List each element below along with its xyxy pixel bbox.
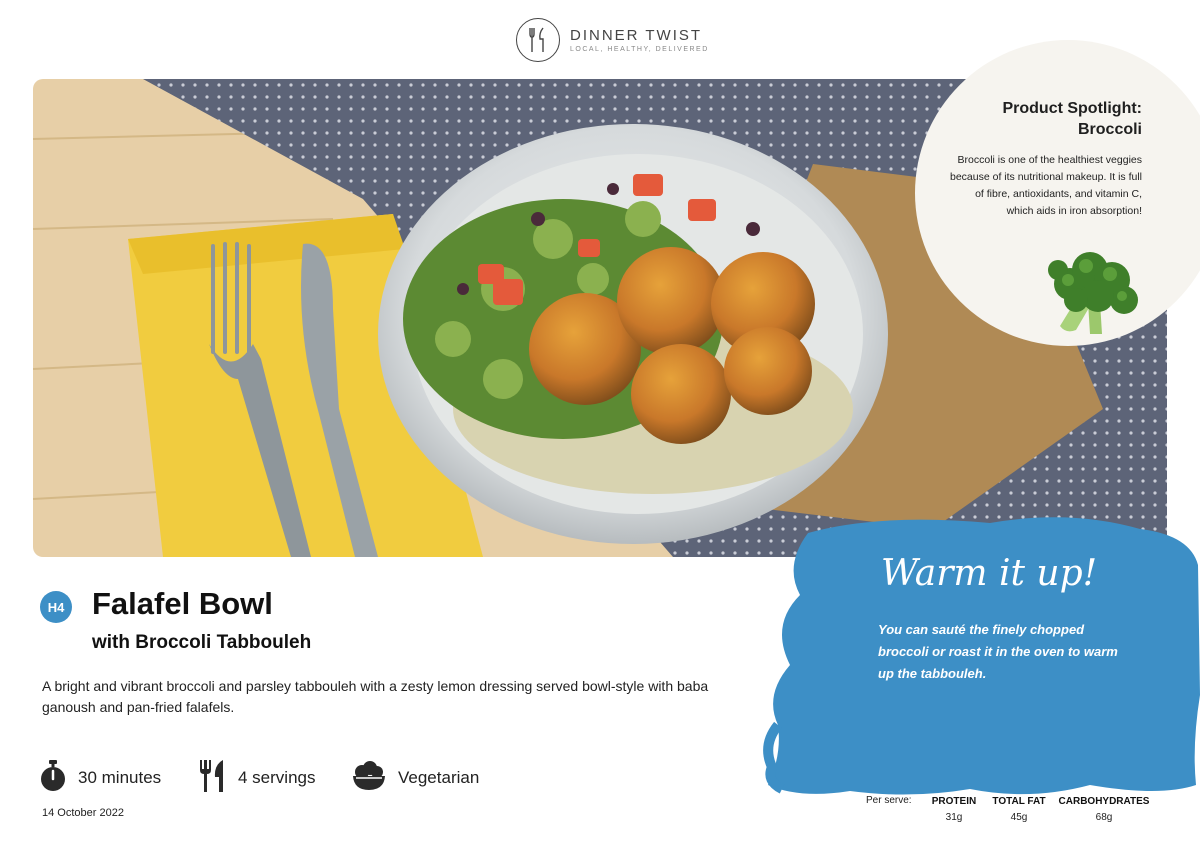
protein-value: 31g bbox=[945, 812, 963, 823]
diet-info bbox=[352, 760, 479, 796]
broccoli-icon bbox=[1040, 244, 1140, 343]
recipe-code-badge: H4 bbox=[40, 591, 72, 623]
spotlight-title-line2: Broccoli bbox=[1077, 121, 1142, 138]
fork-knife-icon bbox=[198, 759, 226, 798]
recipe-subtitle: with Broccoli Tabbouleh bbox=[92, 632, 312, 653]
brand-logo bbox=[516, 16, 709, 64]
time-info bbox=[40, 760, 161, 796]
recipe-date: 14 October 2022 bbox=[42, 807, 124, 819]
fat-value: 45g bbox=[1010, 812, 1028, 823]
brand-tagline: LOCAL, HEALTHY, DELIVERED bbox=[570, 46, 709, 53]
time-text: 30 minutes bbox=[78, 768, 162, 787]
nutrition-label: Per serve: bbox=[866, 795, 912, 806]
recipe-description: A bright and vibrant broccoli and parsley tabbouleh with a zesty lemon dressing served bowl-style with baba ganoush and pan-fried falafels. bbox=[42, 678, 709, 715]
salad-bowl-icon bbox=[352, 760, 386, 797]
brand-name: DINNER TWIST bbox=[570, 27, 703, 44]
tip-title: Warm it up! bbox=[880, 553, 1098, 594]
carbs-value: 68g bbox=[1095, 812, 1113, 823]
fork-knife-icon bbox=[516, 18, 560, 62]
fat-header: TOTAL FAT bbox=[992, 796, 1046, 807]
spotlight-title-line1: Product Spotlight: bbox=[1002, 100, 1142, 117]
tip-body: You can sauté the finely chopped broccoli or roast it in the oven to warm up the tabbouleh. bbox=[878, 622, 1118, 681]
recipe-title: Falafel Bowl bbox=[92, 586, 273, 621]
protein-header: PROTEIN bbox=[931, 796, 977, 807]
servings-info bbox=[198, 760, 315, 796]
spotlight-title bbox=[952, 98, 1142, 140]
diet-text: Vegetarian bbox=[398, 768, 480, 787]
spotlight-body: Broccoli is one of the healthiest veggies because of its nutritional makeup. It is full of fibre, antioxidants, and vitamin C, which aids in iron absorption! bbox=[949, 154, 1142, 217]
servings-text: 4 servings bbox=[238, 768, 316, 787]
stopwatch-icon bbox=[40, 760, 66, 797]
carbs-header: CARBOHYDRATES bbox=[1058, 796, 1150, 807]
